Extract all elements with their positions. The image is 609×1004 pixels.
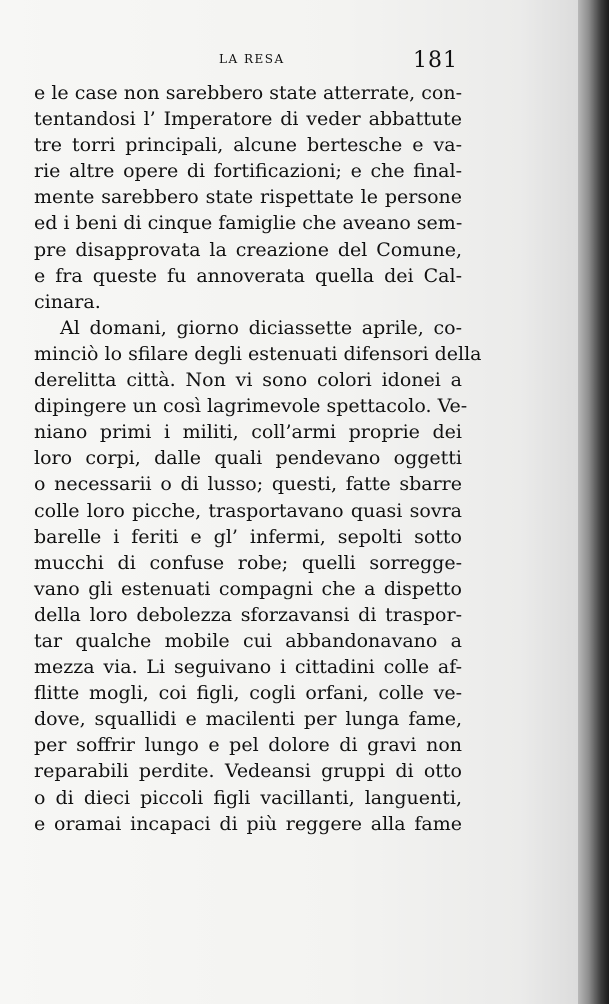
text-line: minciò lo sfilare degli estenuati difensori della [34,342,482,365]
body-text [34,80,482,837]
text-line: reparabili perdite. Vedeansi gruppi di otto [34,760,462,783]
text-line: Al domani, giorno diciassette aprile, co- [60,316,462,339]
text-line: ed i beni di cinque famiglie che aveano sem- [34,212,463,235]
text-line: e fra queste fu annoverata quella dei Cal- [34,264,462,287]
text-line: derelitta città. Non vi sono colori idonei a [34,369,462,392]
text-line: e oramai incapaci di più reggere alla fame [34,812,462,835]
running-title: LA RESA [219,52,285,66]
binding-edge [578,0,609,1004]
text-line: tentandosi l’ Imperatore di veder abbattute [34,108,462,131]
text-line: della loro debolezza sforzavansi di traspor- [34,603,462,626]
text-line: tar qualche mobile cui abbandonavano a [34,629,462,652]
text-line: mente sarebbero state rispettate le persone [34,186,462,209]
text-line: loro corpi, dalle quali pendevano oggetti [34,447,462,470]
text-line: niano primi i militi, coll’armi proprie dei [34,421,462,444]
text-line: barelle i feriti e gl’ infermi, sepolti sotto [34,525,462,548]
text-line: o necessarii o di lusso; questi, fatte sbarre [34,473,462,496]
text-line: colle loro picche, trasportavano quasi sovra [34,499,462,522]
text-line: vano gli estenuati compagni che a dispetto [34,577,462,600]
text-line: tre torri principali, alcune bertesche e va- [34,134,462,157]
text-line: mucchi di confuse robe; quelli sorregge- [34,551,462,574]
page-header [34,48,458,78]
text-line: per soffrir lungo e pel dolore di gravi non [34,734,462,757]
text-line: pre disapprovata la creazione del Comune, [34,238,462,261]
text-line: e le case non sarebbero state atterrate, con- [34,82,462,104]
text-line: flitte mogli, coi figli, cogli orfani, colle ve- [34,682,462,705]
text-line: cinara. [34,290,101,313]
text-line: dove, squallidi e macilenti per lunga fame, [34,708,462,731]
text-line: dipingere un così lagrimevole spettacolo. Ve- [34,395,468,418]
page-number: 181 [413,48,458,73]
text-line: mezza via. Li seguivano i cittadini colle af- [34,656,462,679]
text-line: o di dieci piccoli figli vacillanti, languenti, [34,786,462,809]
text-line: rie altre opere di fortificazioni; e che final- [34,160,462,183]
